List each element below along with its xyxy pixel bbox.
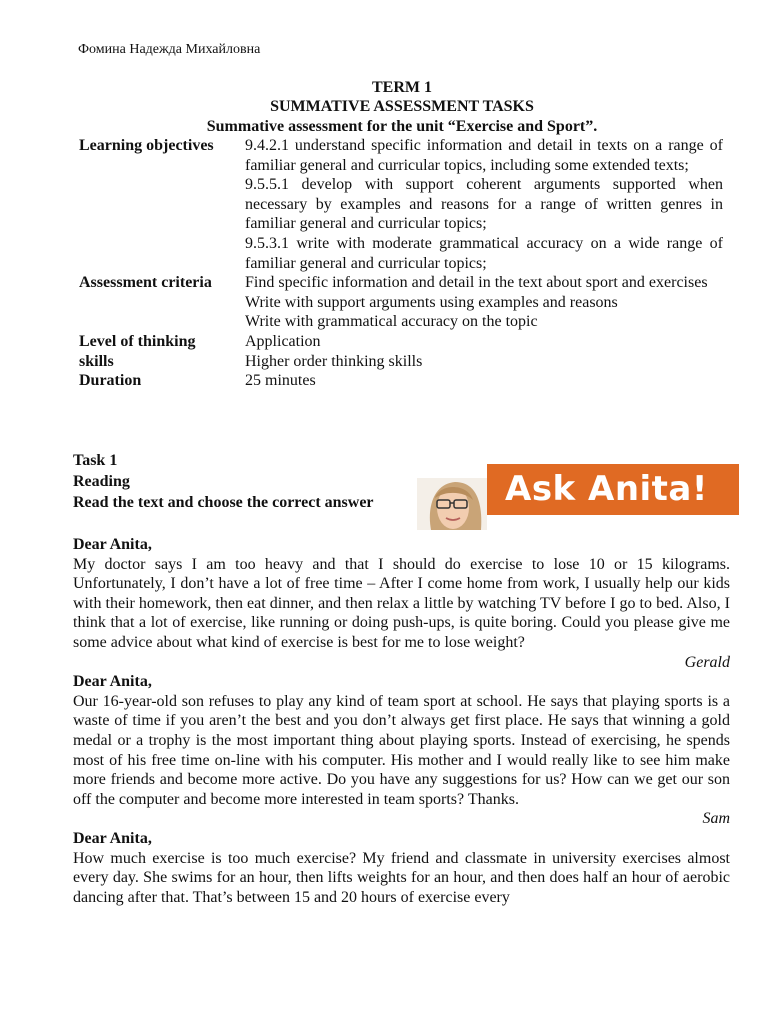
thinking-row-2: [77, 352, 725, 372]
letter-greeting: Dear Anita,: [73, 536, 152, 553]
criteria-item: Find specific information and detail in the text about sport and exercises: [245, 274, 708, 292]
duration-label: Duration: [79, 372, 142, 390]
letters-section: [73, 535, 730, 907]
criteria-item: Write with support arguments using examples and reasons: [245, 293, 618, 311]
objective-item: 9.4.2.1 understand specific information and detail in texts on a range of familiar general and curricular topics, including some extended texts;: [245, 137, 723, 174]
page-title: SUMMATIVE ASSESSMENT TASKS: [270, 98, 534, 115]
letter-body: My doctor says I am too heavy and that I should do exercise to lose 10 or 15 kilograms. Unfortunately, I don’t have a lot of free time – After I come home from work, I usually help our kids with their homework, then eat dinner, and then relax a little by watching TV before I go to bed. Also, I think that a lot of exercise, like running or doing push-ups, is quite boring. Could you please give me some advice about what kind of exercise is best for me to lose weight?: [73, 555, 730, 651]
thinking-value-2: Higher order thinking skills: [245, 352, 423, 370]
thinking-row-1: [77, 332, 725, 352]
duration-value: 25 minutes: [245, 372, 316, 390]
criteria-row: [77, 273, 725, 332]
ask-anita-banner: Ask Anita!: [487, 464, 739, 515]
objectives-value: [243, 136, 725, 273]
term-heading: TERM 1: [372, 79, 432, 96]
duration-row: [77, 371, 725, 391]
woman-portrait-image: [417, 478, 487, 530]
objectives-label: Learning objectives: [79, 137, 214, 154]
letter-greeting: Dear Anita,: [73, 829, 152, 847]
unit-subtitle: Summative assessment for the unit “Exercise and Sport”.: [206, 118, 598, 135]
letter-body: Our 16-year-old son refuses to play any kind of team sport at school. He says that playing sports is a waste of time if you aren’t the best and you don’t always get first place. He says that winning a gold medal or a trophy is the most important thing about playing sports. Instead of exercising, he spends most of his free time on-line with his computer. His mother and I would really like to see him make more friends and become more active. Do you have any suggestions for us? How can we get our son off the computer and become more interested in team sports? Thanks.: [73, 692, 730, 808]
task-type: Reading: [73, 473, 130, 490]
letter-signature: Gerald: [684, 653, 730, 671]
task-instruction: Read the text and choose the correct answer: [73, 494, 374, 511]
thinking-label: Level of thinking: [79, 332, 196, 350]
letter-body: How much exercise is too much exercise? My friend and classmate in university exercises almost every day. She swims for an hour, then lifts weights for an hour, and then does half an hour of aerobic dancing after that. That’s between 15 and 20 hours of exercise every: [73, 849, 730, 906]
criteria-label: Assessment criteria: [79, 274, 212, 292]
objective-item: 9.5.5.1 develop with support coherent arguments supported when necessary by examples and reasons for a range of written genres in familiar general and curricular topics;: [245, 176, 723, 233]
letter-greeting: Dear Anita,: [73, 673, 152, 691]
thinking-value: Application: [245, 332, 321, 350]
criteria-item: Write with grammatical accuracy on the topic: [245, 313, 538, 331]
assessment-info-table: [77, 136, 725, 391]
author-name: Фомина Надежда Михайловна: [78, 42, 261, 57]
thinking-label-cont: skills: [79, 352, 114, 370]
objectives-row: [77, 136, 725, 273]
objective-item: 9.5.3.1 write with moderate grammatical accuracy on a wide range of familiar general and curricular topics;: [245, 234, 723, 272]
letter-signature: Sam: [702, 810, 730, 828]
criteria-value: [243, 273, 725, 332]
task-number: Task 1: [73, 452, 118, 469]
